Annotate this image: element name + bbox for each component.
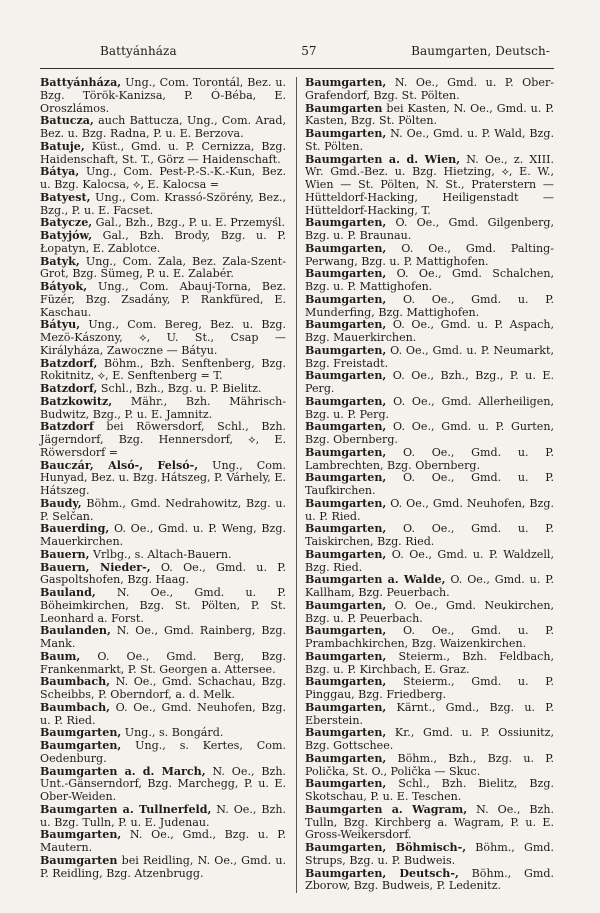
entry-headword: Baumgarten, bbox=[305, 420, 387, 434]
entry-text: Ung., Com. Abauj-Torna, Bez. Füzér, Bzg. Zsadány, P. Rankfüred, E. Kaschau. bbox=[40, 280, 286, 319]
entry-headword: Baum, bbox=[40, 649, 81, 663]
entry-headword: Baumgarten, bbox=[305, 598, 387, 612]
entry-text: O. Oe., Gmd. Schalchen, Bzg. u. P. Mattighofen. bbox=[305, 267, 554, 293]
entry-text: O. Oe., Gmd. u. P. Aspach, Bzg. Mauerkirchen. bbox=[305, 318, 554, 344]
entry-text: Vrlbg., s. Altach-Bauern. bbox=[89, 547, 232, 561]
entry-headword: Batzkowitz, bbox=[40, 394, 113, 408]
entry-text: N. Oe., Gmd., Bzg. u. P. Mautern. bbox=[40, 828, 286, 854]
entry-text: O. Oe., Gmd. u. P. Kallham, Bzg. Peuerbach. bbox=[305, 573, 554, 599]
header-left: Battyánháza bbox=[100, 44, 177, 58]
entry-headword: Baumgarten, bbox=[305, 522, 387, 536]
entry bbox=[305, 128, 554, 154]
entry-headword: Baumgarten, bbox=[40, 726, 122, 740]
entry bbox=[305, 268, 554, 294]
entry-headword: Baumgarten, bbox=[40, 739, 122, 752]
entry-text: Ung., Com. Pest-P.-S.-K.-Kun, Bez. u. Bzg. Kalocsa, ⟡, E. Kalocsa = bbox=[40, 165, 286, 191]
entry-headword: Batzdorf, bbox=[40, 382, 98, 395]
entry-headword: Baumgarten bbox=[40, 853, 118, 867]
entry-text: Kr., Gmd. u. P. Ossiunitz, Bzg. Gottschee. bbox=[305, 726, 554, 752]
entry bbox=[305, 549, 554, 575]
entry-text: N. Oe., Bzh. Tulln, Bzg. Kirchberg a. Wagram, P. u. E. Gross-Weikersdorf. bbox=[305, 802, 554, 842]
entry bbox=[40, 740, 286, 766]
entry-text: O. Oe., Gmd. Gilgenberg, Bzg. u. P. Braunau. bbox=[305, 216, 554, 242]
entry bbox=[40, 829, 286, 855]
entry-text: Ung., s. Bongárd. bbox=[121, 726, 224, 740]
entry-text: O. Oe., Gmd. Allerheiligen, Bzg. u. P. Perg. bbox=[305, 394, 554, 421]
entry-text: O. Oe., Gmd. Palting-Perwang, Bzg. u. P. Mattighofen. bbox=[305, 241, 554, 268]
entry-headword: Baumgarten, bbox=[305, 343, 387, 357]
entry bbox=[40, 651, 286, 677]
entry-headword: Baumgarten, bbox=[305, 216, 387, 230]
entry-text: O. Oe., Gmd. u. P. Gaspoltshofen, Bzg. Haag. bbox=[40, 560, 286, 587]
entry-text: N. Oe., Gmd. Rainberg, Bzg. Mank. bbox=[40, 624, 286, 650]
entry-text: Ung., Com. Torontál, Bez. u. Bzg. Török-Kanizsa, P. Ó-Béba, E. Oroszlámos. bbox=[40, 76, 286, 115]
entry-headword: Baumgarten, bbox=[305, 394, 387, 408]
entry-text: bei Kasten, N. Oe., Gmd. u. P. Kasten, Bzg. St. Pölten. bbox=[305, 101, 554, 128]
entry bbox=[305, 727, 554, 753]
entry bbox=[40, 396, 286, 422]
entry-text: N. Oe., Gmd. u. P. Böheimkirchen, Bzg. St. Pölten, P. St. Leonhard a. Forst. bbox=[40, 586, 286, 625]
entry-headword: Baumgarten, bbox=[305, 675, 387, 689]
entry-text: Böhm., Bzh., Bzg. u. P. Polička, St. O., Polička — Skuc. bbox=[305, 751, 554, 778]
entry-headword: Bátyok, bbox=[40, 280, 88, 293]
entry bbox=[40, 587, 286, 625]
right-column bbox=[297, 77, 554, 893]
running-head bbox=[100, 44, 550, 58]
entry-text: N. Oe., Bzh. Unt.-Gänserndorf, Bzg. Marchegg, P. u. E. Ober-Weiden. bbox=[40, 764, 286, 803]
entry bbox=[305, 396, 554, 422]
entry-headword: Batyjów, bbox=[40, 229, 93, 242]
entry-text: Schl., Bzh., Bzg. u. P. Bielitz. bbox=[97, 382, 262, 395]
entry-headword: Baumgarten, bbox=[305, 624, 387, 638]
entry bbox=[40, 523, 286, 549]
entry bbox=[305, 868, 554, 894]
entry bbox=[40, 702, 286, 728]
entry-headword: Baumgarten a. Walde, bbox=[305, 573, 446, 587]
left-column bbox=[40, 77, 297, 893]
entry-headword: Baumgarten a. d. March, bbox=[40, 764, 206, 778]
entry-text: Ung., s. Kertes, Com. Oedenburg. bbox=[40, 739, 286, 765]
entry bbox=[305, 447, 554, 473]
entry-text: Küst., Gmd. u. P. Cernizza, Bzg. Haidenschaft, St. T., Görz — Haidenschaft. bbox=[40, 139, 286, 166]
entry bbox=[305, 523, 554, 549]
entry bbox=[40, 460, 286, 498]
entry-headword: Baumgarten, bbox=[305, 267, 387, 281]
entry-headword: Baumgarten, bbox=[305, 547, 387, 561]
entry bbox=[40, 166, 286, 192]
entry bbox=[40, 141, 286, 167]
entry bbox=[305, 574, 554, 600]
entry bbox=[305, 319, 554, 345]
entry-headword: Baumgarten, bbox=[305, 445, 387, 459]
entry bbox=[40, 115, 286, 141]
entry bbox=[305, 472, 554, 498]
entry-headword: Baumgarten a. Tullnerfeld, bbox=[40, 802, 212, 816]
entry-text: N. Oe., Gmd. Schachau, Bzg. Scheibbs, P. Oberndorf, a. d. Melk. bbox=[40, 675, 286, 701]
entry-headword: Baumgarten, bbox=[305, 751, 387, 765]
entry bbox=[305, 625, 554, 651]
entry bbox=[305, 77, 554, 103]
entry-headword: Baumgarten, bbox=[305, 292, 387, 306]
entry-text: Ung., Com. Bereg, Bez. u. Bzg. Mezö-Kászony, ⟡, U. St., Csap — Királyháza, Zawoczne — Bátyu. bbox=[40, 318, 286, 357]
entry-headword: Bauern, bbox=[40, 547, 90, 561]
entry-headword: Bauland, bbox=[40, 586, 96, 599]
entry-text: O. Oe., Gmd. u. P. Lambrechten, Bzg. Obernberg. bbox=[305, 445, 554, 472]
entry-headword: Baumgarten a. d. Wien, bbox=[305, 152, 461, 166]
entry bbox=[40, 855, 286, 881]
entry-text: Gal., Bzh., Bzg., P. u. E. Przemyśl. bbox=[92, 216, 286, 230]
entry-text: O. Oe., Gmd. Berg, Bzg. Frankenmarkt, P. St. Georgen a. Attersee. bbox=[40, 649, 286, 676]
entry-text: O. Oe., Gmd. u. P. Prambachkirchen, Bzg. Waizenkirchen. bbox=[305, 624, 554, 650]
entry-text: N. Oe., Gmd. u. P. Ober-Grafendorf, Bzg. St. Pölten. bbox=[305, 76, 554, 102]
entry-text: Steierm., Bzh. Feldbach, Bzg. u. P. Kirchbach, E. Graz. bbox=[305, 649, 554, 676]
entry-headword: Baumgarten, bbox=[305, 649, 387, 663]
entry-headword: Bauerding, bbox=[40, 522, 110, 536]
entry bbox=[305, 294, 554, 320]
entry-headword: Batucza, bbox=[40, 114, 94, 128]
page-number: 57 bbox=[301, 44, 317, 58]
entry-headword: Baumgarten, bbox=[305, 700, 387, 714]
entry-headword: Baumgarten, bbox=[40, 828, 122, 842]
entry-headword: Bauern, Nieder-, bbox=[40, 560, 151, 574]
entry-headword: Baumgarten bbox=[305, 101, 383, 115]
entry-text: Mähr., Bzh. Mährisch-Budwitz, Bzg., P. u. E. Jamnitz. bbox=[40, 394, 286, 421]
entry-headword: Baumgarten, bbox=[305, 496, 387, 510]
entry-headword: Baumgarten, bbox=[305, 471, 387, 485]
entry-headword: Baumbach, bbox=[40, 675, 110, 689]
entry-headword: Baumgarten, Böhmisch-, bbox=[305, 841, 467, 854]
entry-headword: Batzdorf, bbox=[40, 356, 98, 370]
entry-text: O. Oe., Gmd. Neukirchen, Bzg. u. P. Peuerbach. bbox=[305, 598, 554, 625]
entry-headword: Batzdorf bbox=[40, 420, 94, 434]
entry-text: Schl., Bzh. Bielitz, Bzg. Skotschau, P. u. E. Teschen. bbox=[305, 777, 554, 803]
entry-text: O. Oe., Gmd. u. P. Gurten, Bzg. Obernberg. bbox=[305, 420, 554, 446]
entry-text: O. Oe., Gmd. u. P. Neumarkt, Bzg. Freistadt. bbox=[305, 343, 554, 370]
entry-text: N. Oe., z. XIII. Wr. Gmd.-Bez. u. Bzg. Hietzing, ⟡, E. W., Wien — St. Pölten, N. St., Praterstern — Hütteldorf-Hacking, Heiligenstadt — Hütteldorf-Hacking, T. bbox=[305, 152, 554, 217]
entry-headword: Baumgarten, bbox=[305, 369, 387, 383]
entry-headword: Baumgarten, bbox=[305, 127, 387, 140]
entry bbox=[40, 256, 286, 282]
entry-headword: Baumgarten, bbox=[305, 76, 387, 89]
entry-text: Ung., Com. Zala, Bez. Zala-Szent-Grot, Bzg. Sümeg, P. u. E. Zalabér. bbox=[40, 254, 286, 281]
entry bbox=[305, 498, 554, 524]
entry-headword: Baumgarten a. Wagram, bbox=[305, 802, 468, 816]
entry-text: O. Oe., Gmd. Neuhofen, Bzg. u. P. Ried. bbox=[40, 700, 286, 727]
entry bbox=[40, 358, 286, 384]
entry-headword: Bátyu, bbox=[40, 318, 81, 332]
entry-text: N. Oe., Bzh. u. Bzg. Tulln, P. u. E. Judenau. bbox=[40, 802, 287, 829]
entry bbox=[40, 498, 286, 524]
entry-text: Böhm., Bzh. Senftenberg, Bzg. Rokitnitz, ⟡, E. Senftenberg = T. bbox=[40, 356, 286, 383]
entry-headword: Batuje, bbox=[40, 139, 85, 153]
entry bbox=[305, 103, 554, 129]
entry-text: Kärnt., Gmd., Bzg. u. P. Eberstein. bbox=[305, 700, 554, 727]
entry-text: O. Oe., Gmd. u. P. Munderfing, Bzg. Mattighofen. bbox=[305, 292, 554, 319]
entry-headword: Baumgarten, bbox=[305, 777, 387, 791]
entry-headword: Baumgarten, bbox=[305, 318, 387, 332]
entry bbox=[305, 370, 554, 396]
entry-headword: Batyk, bbox=[40, 254, 80, 268]
entry-text: bei Reidling, N. Oe., Gmd. u. P. Reidling, Bzg. Atzenbrugg. bbox=[40, 853, 286, 880]
entry bbox=[40, 281, 286, 319]
entry-text: Ung., Com. Hunyad, Bez. u. Bzg. Hátszeg, P. Várhely, E. Hátszeg. bbox=[40, 458, 286, 497]
entry bbox=[40, 804, 286, 830]
header-rule bbox=[40, 68, 554, 69]
entry bbox=[305, 154, 554, 218]
entry bbox=[40, 766, 286, 804]
entry-text: auch Battucza, Ung., Com. Arad, Bez. u. Bzg. Radna, P. u. E. Berzova. bbox=[40, 114, 286, 140]
entry bbox=[40, 676, 286, 702]
entry bbox=[305, 842, 554, 868]
entry bbox=[305, 217, 554, 243]
entry-text: Böhm., Gmd. Zborow, Bzg. Budweis, P. Ledenitz. bbox=[305, 866, 554, 893]
entry bbox=[40, 192, 286, 218]
entry bbox=[305, 676, 554, 702]
entry-headword: Baumbach, bbox=[40, 700, 110, 714]
entry bbox=[305, 345, 554, 371]
entry-headword: Baumgarten, Deutsch-, bbox=[305, 866, 459, 880]
entry bbox=[305, 804, 554, 842]
entry bbox=[40, 421, 286, 459]
header-right: Baumgarten, Deutsch- bbox=[411, 44, 550, 58]
entry-text: Böhm., Gmd. Strups, Bzg. u. P. Budweis. bbox=[305, 841, 554, 867]
entry-text: Steierm., Gmd. u. P. Pinggau, Bzg. Friedberg. bbox=[305, 675, 554, 701]
entry-headword: Baumgarten, bbox=[305, 726, 387, 740]
entry bbox=[305, 421, 554, 447]
entry-headword: Batyest, bbox=[40, 190, 91, 204]
entry-text: O. Oe., Bzh., Bzg., P. u. E. Perg. bbox=[305, 369, 554, 395]
entry-text: O. Oe., Gmd. u. P. Taufkirchen. bbox=[305, 471, 554, 497]
entry-headword: Battyánháza, bbox=[40, 76, 122, 89]
entry-text: Böhm., Gmd. Nedrahowitz, Bzg. u. P. Selčan. bbox=[40, 496, 286, 523]
entry-text: bei Röwersdorf, Schl., Bzh. Jägerndorf, Bzg. Hennersdorf, ⟡, E. Röwersdorf = bbox=[40, 420, 286, 459]
entry-text: O. Oe., Gmd. Neuhofen, Bzg. u. P. Ried. bbox=[305, 496, 554, 523]
entry-text: Ung., Com. Krassó-Szörény, Bez., Bzg., P. u. E. Facset. bbox=[40, 190, 286, 217]
entry bbox=[305, 600, 554, 626]
entry-text: N. Oe., Gmd. u. P. Wald, Bzg. St. Pölten. bbox=[305, 127, 554, 153]
entry bbox=[305, 702, 554, 728]
entry-text: O. Oe., Gmd. u. P. Waldzell, Bzg. Ried. bbox=[305, 547, 554, 574]
entry bbox=[40, 625, 286, 651]
entry-headword: Batycze, bbox=[40, 216, 93, 230]
entry-text: O. Oe., Gmd. u. P. Taiskirchen, Bzg. Ried. bbox=[305, 522, 554, 548]
entry-headword: Bátya, bbox=[40, 165, 80, 179]
columns bbox=[40, 77, 554, 893]
entry bbox=[305, 243, 554, 269]
entry-headword: Baudy, bbox=[40, 496, 82, 510]
entry-headword: Baulanden, bbox=[40, 624, 111, 638]
entry bbox=[40, 230, 286, 256]
entry-headword: Bauczár, Alsó-, Felsó-, bbox=[40, 458, 199, 472]
entry-headword: Baumgarten, bbox=[305, 241, 387, 255]
entry-text: O. Oe., Gmd. u. P. Weng, Bzg. Mauerkirchen. bbox=[40, 522, 286, 548]
entry bbox=[40, 319, 286, 357]
entry bbox=[305, 778, 554, 804]
entry bbox=[40, 562, 286, 588]
entry bbox=[305, 651, 554, 677]
entry bbox=[305, 753, 554, 779]
entry bbox=[40, 77, 286, 115]
entry-text: Gal., Bzh. Brody, Bzg. u. P. Łopatyn, E. Zablotce. bbox=[40, 229, 286, 255]
